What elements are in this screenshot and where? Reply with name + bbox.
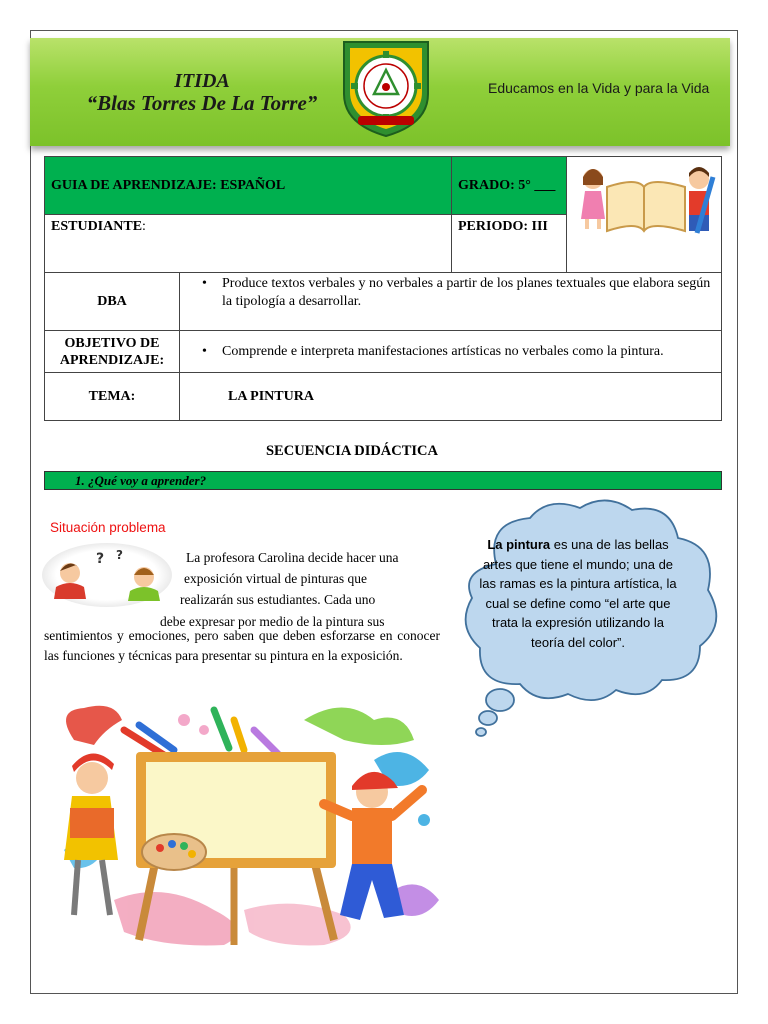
grade-cell	[452, 157, 567, 215]
dba-label-cell	[45, 273, 180, 331]
situation-line3: realizarán sus estudiantes. Cada uno	[180, 592, 376, 607]
sequence-title: SECUENCIA DIDÁCTICA	[265, 443, 439, 459]
objective-label-line2: APRENDIZAJE:	[59, 352, 165, 368]
step-bar	[44, 471, 722, 490]
objective-text-cell	[180, 331, 722, 373]
children-reading-icon	[567, 157, 721, 267]
guide-header-table	[44, 156, 722, 421]
theme-value-cell	[180, 373, 722, 421]
situation-line1: La profesora Carolina decide hacer una	[186, 550, 399, 565]
definition-term: La pintura	[487, 537, 551, 552]
illustration-cell	[567, 157, 722, 273]
step-1-heading: 1. ¿Qué voy a aprender?	[75, 473, 207, 488]
thinking-children-image	[42, 543, 172, 607]
definition-body: es una de las bellas artes que tiene el mundo; una de las ramas es la pintura artística, la cual se define como “el arte que trata la expresión utilizando la teoría del color”.	[479, 537, 677, 650]
dba-text: • Produce textos verbales y no verbales a partir de los planes textuales que elabora según la tipología a desarrollar.	[186, 275, 715, 311]
svg-text:?: ?	[116, 548, 123, 562]
student-label: ESTUDIANTE	[51, 219, 143, 234]
guide-title: GUIA DE APRENDIZAJE: ESPAÑOL	[51, 177, 286, 193]
school-banner	[30, 38, 730, 146]
objective-label-line1: OBJETIVO DE	[64, 335, 160, 351]
situation-rest: sentimientos y emociones, pero saben que deben esforzarse en conocer las funciones y técnicas para presentar su pintura en la exposición.	[44, 628, 440, 663]
school-name-line1: ITIDA	[174, 70, 230, 92]
period-cell	[452, 215, 567, 273]
definition-cloud-text	[478, 535, 678, 652]
school-motto: Educamos en la Vida y para la Vida	[488, 80, 710, 96]
dba-text-cell	[180, 273, 722, 331]
school-crest-icon	[336, 36, 436, 138]
theme-label-cell	[45, 373, 180, 421]
grade-label: GRADO: 5° ___	[458, 177, 556, 193]
school-name-line2: “Blas Torres De La Torre”	[86, 91, 318, 115]
situation-line2: exposición virtual de pinturas que	[184, 571, 367, 586]
theme-value: LA PINTURA	[228, 388, 314, 404]
student-colon: :	[142, 219, 146, 234]
period-label: PERIODO: III	[458, 219, 548, 234]
theme-label: TEMA:	[88, 388, 136, 404]
situation-line4: debe expresar por medio de la pintura sus	[160, 614, 385, 629]
objective-label-cell	[45, 331, 180, 373]
thinking-children-icon	[42, 543, 172, 607]
guide-title-cell	[45, 157, 452, 215]
children-painting-illustration	[44, 700, 444, 950]
school-name	[72, 70, 332, 114]
student-cell[interactable]	[45, 215, 452, 273]
svg-text:?: ?	[96, 551, 105, 567]
objective-text: • Comprende e interpreta manifestaciones artísticas no verbales como la pintura.	[186, 343, 715, 361]
dba-label: DBA	[97, 293, 127, 309]
situation-label: Situación problema	[50, 520, 166, 535]
